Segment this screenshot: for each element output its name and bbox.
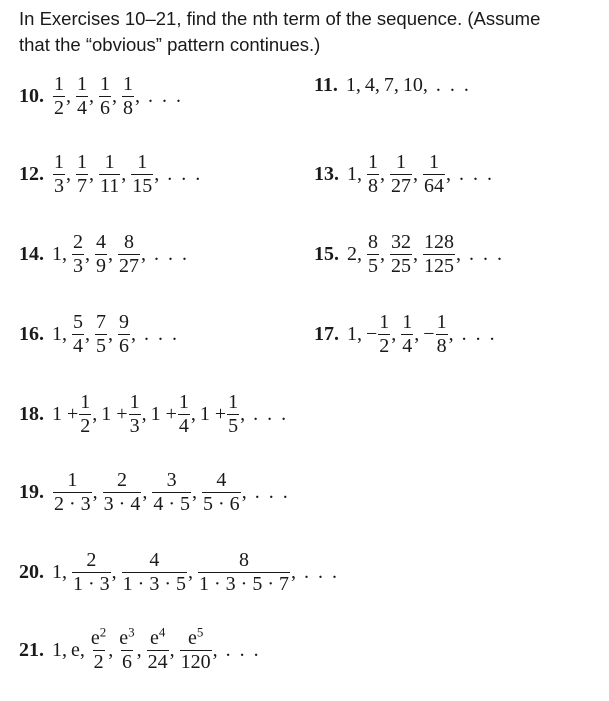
sequence-term [75,74,98,119]
sequence-term [130,152,163,197]
ellipsis: . . . [303,561,339,583]
separator-comma: , [89,163,94,185]
fraction [152,470,191,515]
exercise-17 [314,312,497,357]
fraction [95,312,107,357]
sequence [314,152,494,197]
sequence-term [101,392,150,437]
term-value: 1 [52,243,62,265]
ellipsis: . . . [167,163,203,185]
fraction-denominator: 4 [77,97,87,119]
fraction-denominator: 2 [93,651,104,673]
term-value: 10 [402,74,423,96]
separator-comma: , [142,481,148,503]
sequence-term [98,74,121,119]
separator-comma: , [62,243,67,265]
exercise-number: 15. [314,243,339,265]
sequence-term [52,639,71,662]
exercise-19 [19,470,290,515]
separator-comma: , [66,85,71,107]
term-prefix: − [366,323,378,345]
fraction [118,312,130,357]
sequence-term [197,550,300,595]
fraction [103,470,142,515]
fraction-denominator: 6 [119,335,129,357]
sequence-term [98,152,130,197]
fraction-numerator: 7 [96,311,106,333]
fraction-numerator: 1 [129,391,140,413]
sequence-term [52,470,102,515]
fraction-numerator: 1 [396,151,406,173]
fraction [180,624,212,673]
separator-comma: , [374,74,380,96]
sequence-term [384,74,403,97]
fraction-numerator: 1 [429,151,439,173]
fraction-denominator: 8 [123,97,133,119]
separator-comma: , [448,323,454,345]
separator-comma: , [92,403,98,425]
fraction-numerator: 1 [77,73,87,95]
fraction-denominator: 8 [368,175,378,197]
fraction-numerator: 1 [368,151,378,173]
sequence-term [52,561,71,584]
fraction [423,152,445,197]
sequence-term [389,152,422,197]
separator-comma: , [413,163,418,185]
fraction-numerator: 2 [117,469,127,491]
term-value: 1 [52,561,62,583]
separator-comma: , [141,403,147,425]
fraction-numerator: 1 [123,73,133,95]
sequence [19,624,261,673]
sequence-term [71,550,121,595]
exponent-power: 4 [158,624,166,640]
fraction-numerator: 128 [424,231,454,253]
fraction-numerator: 1 [77,151,87,173]
separator-comma: , [422,74,428,96]
fraction [367,152,379,197]
exercise-14 [19,232,189,277]
separator-comma: , [89,85,94,107]
fraction-denominator: 2 [80,415,91,437]
sequence-term [400,312,423,357]
fraction-denominator: 6 [121,651,132,673]
exercise-16 [19,312,179,357]
sequence-term [366,232,389,277]
separator-comma: , [212,639,218,661]
sequence-term [151,392,200,437]
fraction [53,74,65,119]
sequence [19,470,290,515]
sequence-term [71,232,94,277]
fraction-numerator [90,624,107,650]
separator-comma: , [188,561,193,583]
ellipsis: . . . [459,163,494,185]
fraction-denominator: 64 [424,175,444,197]
sequence [314,74,471,97]
sequence-term [52,392,101,437]
fraction-numerator [149,624,166,650]
fraction [76,152,88,197]
ellipsis: . . . [148,85,183,107]
sequence-term [52,152,75,197]
sequence-term [89,624,117,673]
fraction-numerator: 1 [178,391,189,413]
fraction-numerator: 1 [100,73,110,95]
term-value: 1 [52,323,62,345]
sequence [19,392,288,437]
separator-comma: , [456,243,461,265]
exponent-base: e [119,627,129,649]
exponent-power: 2 [99,624,107,640]
separator-comma: , [108,243,113,265]
fraction [72,312,84,357]
separator-comma: , [380,163,385,185]
separator-comma: , [190,403,196,425]
fraction [118,232,140,277]
fraction-denominator: 5 [368,255,378,277]
sequence-term [422,232,465,277]
fraction [423,232,455,277]
separator-comma: , [112,85,117,107]
exercise-21 [19,624,261,673]
separator-comma: , [355,74,361,96]
term-prefix: 1 + [150,403,177,425]
sequence-term [365,74,384,97]
fraction-numerator: 8 [238,549,249,571]
fraction-denominator: 1 · 3 [73,573,110,595]
separator-comma: , [357,163,362,185]
exercise-number: 13. [314,163,339,185]
separator-comma: , [66,163,71,185]
term-value: 7 [383,74,394,96]
fraction [227,392,239,437]
separator-comma: , [108,323,113,345]
fraction [131,152,153,197]
exercise-number: 14. [19,243,44,265]
separator-comma: , [446,163,451,185]
sequence-term [151,470,201,515]
fraction-denominator: 1 · 3 · 5 · 7 [199,573,289,595]
fraction-numerator: 1 [54,73,64,95]
fraction-denominator: 3 [54,175,64,197]
term-value: 1 [52,639,62,661]
separator-comma: , [290,561,296,583]
separator-comma: , [393,74,399,96]
term-value: 1 [347,163,357,185]
ellipsis: . . . [225,639,261,661]
term-prefix: 1 + [101,403,128,425]
separator-comma: , [62,639,67,661]
fraction-denominator: 24 [147,651,168,673]
fraction [95,232,107,277]
sequence-term [346,74,365,97]
fraction-numerator: 32 [391,231,411,253]
fraction [436,312,448,357]
fraction-denominator: 11 [100,175,120,197]
sequence-term [423,312,457,357]
separator-comma: , [62,323,67,345]
separator-comma: , [121,163,127,185]
fraction [53,152,65,197]
fraction-denominator: 4 [178,415,189,437]
ellipsis: . . . [253,403,289,425]
sequence-term [179,624,222,673]
term-value: 2 [347,243,357,265]
separator-comma: , [414,323,420,345]
exponent-base: e [90,627,100,649]
sequence-term [366,152,389,197]
sequence-term [201,470,251,515]
fraction-denominator: 125 [424,255,454,277]
fraction [76,74,88,119]
term-prefix: 1 + [199,403,227,425]
term-prefix: − [423,323,435,345]
sequence [314,312,497,357]
fraction-denominator: 5 [96,335,106,357]
separator-comma: , [154,163,160,185]
fraction-denominator: 1 · 3 · 5 [122,573,186,595]
term-value: 4 [364,74,375,96]
fraction-denominator: 9 [96,255,106,277]
sequence-term [117,232,150,277]
exercise-number: 17. [314,323,339,345]
separator-comma: , [357,243,362,265]
exercise-number: 10. [19,85,44,107]
fraction-numerator: 1 [402,311,413,333]
sequence-term [52,74,75,119]
exercise-number: 16. [19,323,44,345]
fraction-numerator: 1 [80,391,91,413]
sequence-term [200,392,249,437]
exercise-15 [314,232,504,277]
fraction-denominator: 7 [77,175,87,197]
separator-comma: , [141,243,146,265]
sequence-term [75,152,98,197]
exponent-power: 3 [128,624,135,640]
ellipsis: . . . [154,243,189,265]
exercise-11 [314,74,471,97]
fraction [367,232,379,277]
fraction-numerator: 1 [54,151,64,173]
fraction [99,152,120,197]
fraction [129,392,141,437]
exponent-base: e [187,627,197,649]
fraction-numerator: 3 [166,469,177,491]
term-value: e [71,639,80,661]
fraction [118,624,135,673]
fraction-numerator [187,624,204,650]
fraction-denominator: 3 · 4 [103,493,141,515]
separator-comma: , [108,639,114,661]
fraction-denominator: 6 [100,97,110,119]
separator-comma: , [131,323,136,345]
exercise-13 [314,152,494,197]
separator-comma: , [192,481,198,503]
fraction-denominator: 15 [132,175,153,197]
sequence [19,550,339,595]
sequence-term [422,152,455,197]
fraction [378,312,390,357]
fraction-numerator: 1 [436,311,447,333]
separator-comma: , [92,481,98,503]
fraction [99,74,111,119]
sequence-term [403,74,432,97]
sequence [19,312,179,357]
exercise-18 [19,392,288,437]
sequence-term [121,74,144,119]
fraction-denominator: 4 [73,335,83,357]
separator-comma: , [85,243,90,265]
exercise-10 [19,74,183,119]
sequence [19,232,189,277]
sequence-term [52,323,71,346]
sequence [314,232,504,277]
ellipsis: . . . [254,481,290,503]
fraction [122,550,187,595]
ellipsis: . . . [144,323,179,345]
fraction [72,232,84,277]
separator-comma: , [357,323,362,345]
separator-comma: , [79,639,85,661]
sequence-term [94,232,117,277]
exercise-instructions: In Exercises 10–21, find the nth term of the sequence. (Assume that the “obvious” pattern continues.) [19,8,541,55]
separator-comma: , [380,243,385,265]
separator-comma: , [85,323,90,345]
ellipsis: . . . [469,243,504,265]
fraction-denominator: 3 [129,415,140,437]
fraction-denominator: 2 · 3 [54,493,91,515]
fraction-numerator: 1 [137,151,148,173]
sequence-term [366,312,400,357]
sequence-term [52,243,71,266]
fraction-denominator: 8 [436,335,447,357]
fraction-denominator: 2 [379,335,390,357]
fraction-denominator: 4 · 5 [153,493,191,515]
fraction-numerator: 1 [104,151,115,173]
fraction-numerator: 8 [124,231,134,253]
fraction [79,392,91,437]
sequence-term [102,470,152,515]
fraction-numerator: 4 [96,231,106,253]
fraction-numerator: 1 [379,311,390,333]
fraction-denominator: 120 [180,651,211,673]
exercise-20 [19,550,339,595]
fraction [53,470,92,515]
exercise-number: 20. [19,561,44,583]
exercise-number: 18. [19,403,44,425]
fraction-denominator: 27 [119,255,139,277]
term-value: 1 [347,323,357,345]
fraction-numerator [118,624,135,650]
exercise-12 [19,152,202,197]
sequence-term [94,312,117,357]
fraction [178,392,190,437]
exercise-number: 11. [314,74,338,96]
fraction-numerator: 8 [368,231,378,253]
sequence-term [146,624,179,673]
term-prefix: 1 + [52,403,79,425]
fraction-numerator: 5 [73,311,83,333]
sequence-term [117,312,140,357]
fraction-denominator: 4 [402,335,413,357]
separator-comma: , [136,639,142,661]
fraction-numerator: 4 [149,549,160,571]
fraction [198,550,290,595]
fraction [390,232,412,277]
fraction-denominator: 5 · 6 [203,493,240,515]
separator-comma: , [111,561,117,583]
fraction [202,470,241,515]
fraction-denominator: 27 [391,175,411,197]
fraction-denominator: 2 [54,97,64,119]
fraction-numerator: 1 [228,391,239,413]
fraction-numerator: 2 [73,231,83,253]
fraction [72,550,111,595]
sequence [19,152,202,197]
fraction-denominator: 25 [391,255,411,277]
exercise-number: 12. [19,163,44,185]
sequence [19,74,183,119]
fraction [390,152,412,197]
exercise-number: 21. [19,639,44,661]
separator-comma: , [240,403,246,425]
fraction [401,312,413,357]
separator-comma: , [241,481,247,503]
fraction-denominator: 3 [73,255,83,277]
fraction [90,624,107,673]
exponent-power: 5 [196,624,204,640]
separator-comma: , [135,85,140,107]
separator-comma: , [169,639,175,661]
fraction [147,624,169,673]
exercise-number: 19. [19,481,44,503]
sequence-term [347,323,366,346]
fraction [122,74,134,119]
term-value: 1 [345,74,356,96]
fraction-numerator: 2 [86,549,97,571]
fraction-denominator: 5 [228,415,239,437]
sequence-term [121,550,197,595]
separator-comma: , [413,243,418,265]
ellipsis: . . . [461,323,497,345]
sequence-term [389,232,422,277]
separator-comma: , [391,323,397,345]
fraction-numerator: 1 [67,469,78,491]
fraction-numerator: 9 [119,311,129,333]
sequence-term [71,312,94,357]
separator-comma: , [62,561,67,583]
exponent-base: e [149,627,159,649]
fraction-numerator: 4 [216,469,227,491]
sequence-term [347,243,366,266]
sequence-term [71,639,89,662]
ellipsis: . . . [435,74,471,96]
sequence-term [347,163,366,186]
sequence-term [117,624,145,673]
